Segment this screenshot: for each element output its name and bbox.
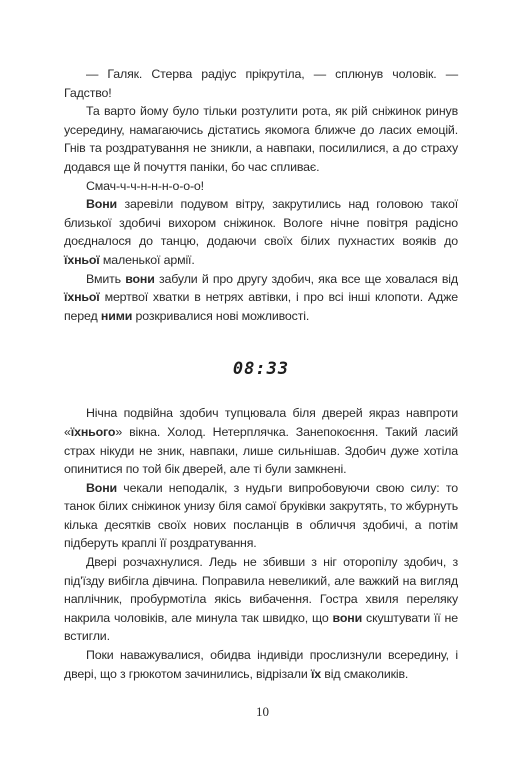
paragraph bbox=[64, 553, 458, 646]
text-run: Нічна подвійна здобич тупцювала біля дверей якраз навпроти « bbox=[64, 406, 458, 439]
paragraph bbox=[64, 270, 458, 326]
text-run: заревіли подувом вітру, закрутились над головою такої близької здобичі вихором сніжинок. Вологе нічне повітря радісно доєдналося до танцю, додаючи своїх білих пухнастих вояків до bbox=[64, 197, 458, 249]
text-section-before-timestamp bbox=[64, 65, 458, 325]
text-run: від смаколиків. bbox=[321, 666, 409, 681]
text-run: Двері розчахнулися. Ледь не збивши з ніг оторопілу здобич, з під'їзду вибігла дівчина. Поправила невеликий, але важкий на вигляд наплічник, пробурмотіла якісь вибачення. Гостра хвиля переляку накрила чоловіків, але минула так швидко, що bbox=[64, 555, 458, 625]
paragraph bbox=[64, 479, 458, 553]
text-run: чекали неподалік, з нудьги випробовуючи свою силу: то танок білих сніжинок унизу біля самої бруківки закрутять, то жбурнуть кілька десятків своїх нових посланців в обличчя здобичі, а потім підберуть краплі її роздратування. bbox=[64, 480, 458, 551]
text-section-after-timestamp bbox=[64, 404, 458, 683]
emphasized-word: їх bbox=[310, 666, 322, 681]
text-run: » вікна. Холод. Нетерплячка. Занепокоєння. Такий ласий страх нікуди не зник, навпаки, лише сильнішав. Здобич дуже хотіла опинитися по той бік дверей, але ті були замкнені. bbox=[64, 424, 458, 477]
text-run: мертвої хватки в нетрях автівки, і про всі інші клопоти. Адже перед bbox=[64, 290, 458, 323]
text-run: — Галяк. Стерва радіус прікрутіла, — сплюнув чоловік. — Гадство! bbox=[64, 67, 458, 100]
text-run: Смач-ч-ч-н-н-н-о-о-о! bbox=[86, 178, 204, 193]
paragraph bbox=[64, 65, 458, 102]
text-run: скуштувати її не встигли. bbox=[64, 610, 458, 644]
text-run: Поки наважувалися, обидва індивіди прослизнули всередину, і двері, що з грюкотом зачинились, відрізали bbox=[64, 648, 458, 681]
paragraph bbox=[64, 646, 458, 683]
emphasized-word: їхньої bbox=[64, 290, 100, 305]
paragraph bbox=[64, 177, 458, 196]
page-content bbox=[64, 65, 458, 683]
section-timestamp-heading: 08:33 bbox=[232, 359, 290, 380]
emphasized-word: вони bbox=[125, 271, 155, 286]
text-run: розкривалися нові можливості. bbox=[132, 308, 310, 323]
emphasized-word: їхньої bbox=[64, 252, 100, 267]
emphasized-word: ними bbox=[100, 308, 133, 323]
text-run: маленької армії. bbox=[99, 252, 195, 267]
paragraph bbox=[64, 404, 458, 478]
text-run: забули й про другу здобич, яка все ще ховалася від bbox=[154, 271, 458, 286]
paragraph bbox=[64, 195, 458, 269]
paragraph bbox=[64, 102, 458, 176]
emphasized-word: вони bbox=[332, 610, 363, 625]
emphasized-word: Вони bbox=[86, 197, 118, 212]
emphasized-word: їхнього bbox=[70, 424, 116, 439]
text-run: Та варто йому було тільки розтулити рота, як рій сніжинок ринув усередину, намагаючись дістатись якомога ближче до ласих емоцій. Гнів та роздратування не зникли, а навпаки, посилилися, а до страху додався ще й почуття паніки, бо час спливає. bbox=[64, 104, 458, 174]
page-number: 10 bbox=[256, 704, 269, 719]
emphasized-word: Вони bbox=[86, 480, 118, 495]
text-run: Вмить bbox=[86, 271, 126, 286]
